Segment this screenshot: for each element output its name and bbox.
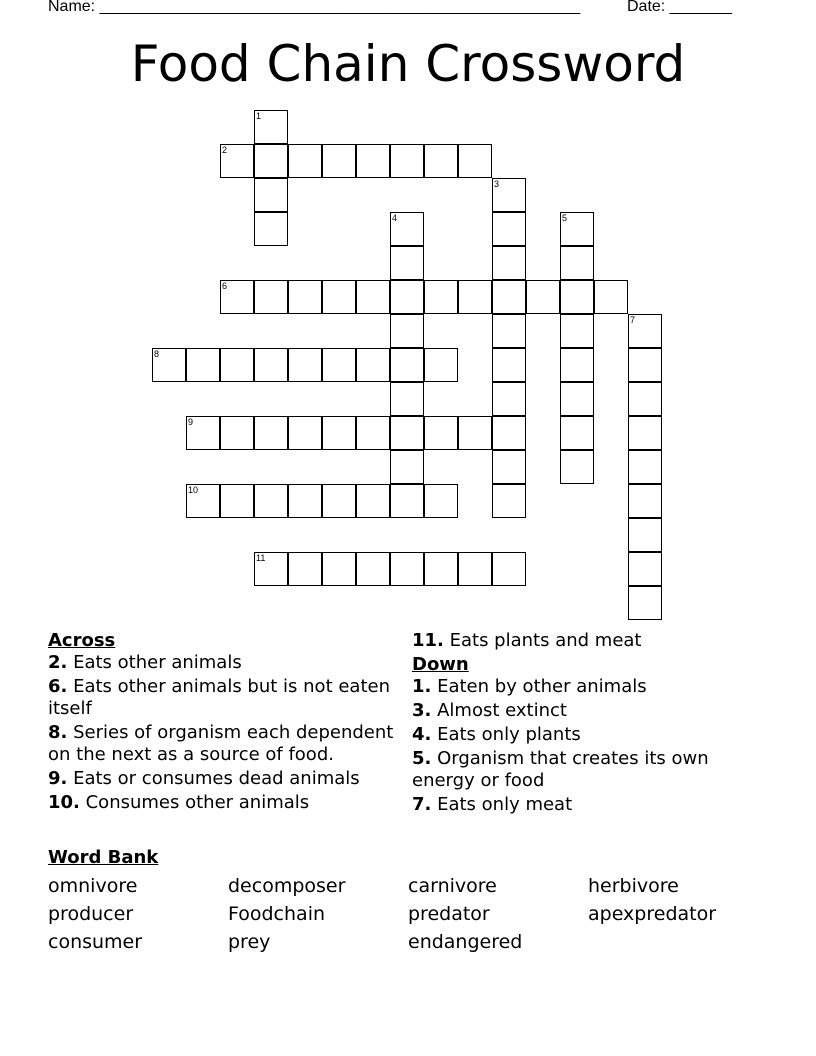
clue-number: 1. — [412, 676, 432, 697]
crossword-cell[interactable] — [458, 416, 492, 450]
across-clue — [48, 792, 398, 814]
word-bank-item: endangered — [408, 931, 523, 953]
crossword-cell[interactable] — [356, 348, 390, 382]
crossword-cell[interactable] — [560, 280, 594, 314]
crossword-cell[interactable] — [186, 348, 220, 382]
crossword-cell[interactable] — [152, 348, 186, 382]
crossword-cell[interactable] — [220, 280, 254, 314]
clue-number: 3. — [412, 700, 432, 721]
crossword-cell[interactable] — [254, 212, 288, 246]
crossword-cell[interactable] — [492, 246, 526, 280]
cell-number: 6 — [222, 281, 228, 291]
crossword-cell[interactable] — [628, 314, 662, 348]
crossword-cell[interactable] — [390, 450, 424, 484]
crossword-cell[interactable] — [560, 246, 594, 280]
word-bank-item: consumer — [48, 931, 143, 953]
cell-number: 7 — [630, 315, 636, 325]
word-bank-item: prey — [228, 931, 271, 953]
word-bank-item: decomposer — [228, 875, 346, 897]
crossword-cell[interactable] — [322, 416, 356, 450]
clues-right-column — [412, 630, 762, 818]
cell-number: 3 — [494, 179, 500, 189]
clue-text: Eats only plants — [431, 724, 581, 745]
clue-number: 4. — [412, 724, 432, 745]
word-bank-item: predator — [408, 903, 490, 925]
crossword-cell[interactable] — [220, 484, 254, 518]
crossword-cell[interactable] — [322, 552, 356, 586]
crossword-cell[interactable] — [560, 382, 594, 416]
cell-number: 10 — [188, 485, 199, 495]
crossword-cell[interactable] — [628, 450, 662, 484]
crossword-cell[interactable] — [492, 416, 526, 450]
across-clue — [412, 630, 762, 652]
clue-text: Eats or consumes dead animals — [67, 768, 360, 789]
crossword-cell[interactable] — [628, 416, 662, 450]
crossword-cell[interactable] — [492, 280, 526, 314]
clue-number: 8. — [48, 722, 68, 743]
crossword-cell[interactable] — [560, 416, 594, 450]
clue-text: Eats other animals but is not eaten itself — [48, 676, 390, 719]
clue-number: 5. — [412, 748, 432, 769]
crossword-cell[interactable] — [458, 144, 492, 178]
crossword-cell[interactable] — [254, 144, 288, 178]
crossword-cell[interactable] — [254, 178, 288, 212]
crossword-cell[interactable] — [254, 484, 288, 518]
crossword-cell[interactable] — [254, 416, 288, 450]
crossword-cell[interactable] — [628, 348, 662, 382]
crossword-cell[interactable] — [492, 212, 526, 246]
date-field-label: Date: _______ — [627, 0, 732, 15]
crossword-cell[interactable] — [492, 450, 526, 484]
crossword-cell[interactable] — [424, 280, 458, 314]
crossword-cell[interactable] — [220, 416, 254, 450]
crossword-cell[interactable] — [492, 552, 526, 586]
crossword-cell[interactable] — [322, 348, 356, 382]
clue-text: Eats other animals — [67, 652, 242, 673]
crossword-cell[interactable] — [254, 280, 288, 314]
crossword-cell[interactable] — [390, 348, 424, 382]
cell-number: 8 — [154, 349, 160, 359]
down-clue — [412, 794, 762, 816]
crossword-cell[interactable] — [458, 552, 492, 586]
cell-number: 9 — [188, 417, 194, 427]
crossword-cell[interactable] — [560, 348, 594, 382]
crossword-cell[interactable] — [186, 484, 220, 518]
cell-number: 1 — [256, 111, 262, 121]
clue-text: Series of organism each dependent on the next as a source of food. — [48, 722, 394, 765]
crossword-cell[interactable] — [492, 382, 526, 416]
page-title: Food Chain Crossword — [130, 35, 686, 93]
word-bank-item: herbivore — [588, 875, 679, 897]
crossword-cell[interactable] — [492, 314, 526, 348]
across-clue — [48, 722, 398, 766]
down-clue — [412, 748, 762, 792]
down-clue — [412, 676, 762, 698]
crossword-cell[interactable] — [220, 348, 254, 382]
crossword-cell[interactable] — [492, 348, 526, 382]
crossword-cell[interactable] — [526, 280, 560, 314]
clue-number: 10. — [48, 792, 80, 813]
crossword-cell[interactable] — [390, 416, 424, 450]
crossword-cell[interactable] — [356, 552, 390, 586]
crossword-cell[interactable] — [628, 552, 662, 586]
crossword-cell[interactable] — [560, 314, 594, 348]
across-clue — [48, 768, 398, 790]
word-bank-item: Foodchain — [228, 903, 326, 925]
across-clue — [48, 652, 398, 674]
clue-number: 2. — [48, 652, 68, 673]
crossword-cell[interactable] — [220, 144, 254, 178]
crossword-cell[interactable] — [424, 348, 458, 382]
crossword-cell[interactable] — [322, 144, 356, 178]
crossword-cell[interactable] — [390, 382, 424, 416]
crossword-cell[interactable] — [390, 246, 424, 280]
clue-text: Organism that creates its own energy or food — [412, 748, 709, 791]
crossword-cell[interactable] — [186, 416, 220, 450]
clue-number: 7. — [412, 794, 432, 815]
crossword-cell[interactable] — [254, 552, 288, 586]
crossword-cell[interactable] — [288, 280, 322, 314]
cell-number: 4 — [392, 213, 398, 223]
crossword-cell[interactable] — [492, 178, 526, 212]
crossword-cell[interactable] — [390, 212, 424, 246]
crossword-cell[interactable] — [288, 552, 322, 586]
crossword-cell[interactable] — [356, 416, 390, 450]
crossword-cell[interactable] — [288, 348, 322, 382]
cell-number: 11 — [256, 553, 266, 563]
crossword-cell[interactable] — [628, 586, 662, 620]
clue-number: 9. — [48, 768, 68, 789]
crossword-cell[interactable] — [356, 144, 390, 178]
word-bank-heading: Word Bank — [48, 847, 159, 868]
clues-left-column — [48, 630, 398, 816]
crossword-cell[interactable] — [288, 144, 322, 178]
crossword-cell[interactable] — [390, 280, 424, 314]
down-clue — [412, 724, 762, 746]
clue-text: Eats only meat — [431, 794, 573, 815]
crossword-cell[interactable] — [390, 552, 424, 586]
crossword-cell[interactable] — [254, 348, 288, 382]
crossword-cell[interactable] — [390, 144, 424, 178]
across-clue — [48, 676, 398, 720]
word-bank-item: apexpredator — [588, 903, 717, 925]
crossword-cell[interactable] — [288, 484, 322, 518]
word-bank-item: carnivore — [408, 875, 497, 897]
crossword-cell[interactable] — [424, 144, 458, 178]
clue-text: Almost extinct — [431, 700, 567, 721]
word-bank-item: omnivore — [48, 875, 138, 897]
crossword-cell[interactable] — [560, 450, 594, 484]
cell-number: 5 — [562, 213, 568, 223]
clue-text: Consumes other animals — [79, 792, 310, 813]
crossword-cell[interactable] — [390, 314, 424, 348]
down-clue — [412, 700, 762, 722]
crossword-cell[interactable] — [628, 484, 662, 518]
crossword-cell[interactable] — [424, 416, 458, 450]
clue-number: 11. — [412, 630, 444, 651]
clue-number: 6. — [48, 676, 68, 697]
clue-text: Eaten by other animals — [431, 676, 647, 697]
cell-number: 2 — [222, 145, 228, 155]
crossword-cell[interactable] — [594, 280, 628, 314]
crossword-cell[interactable] — [628, 382, 662, 416]
clue-text: Eats plants and meat — [443, 630, 642, 651]
crossword-cell[interactable] — [560, 212, 594, 246]
down-heading: Down — [412, 654, 469, 675]
crossword-cell[interactable] — [322, 484, 356, 518]
crossword-cell[interactable] — [356, 280, 390, 314]
crossword-cell[interactable] — [492, 484, 526, 518]
crossword-cell[interactable] — [424, 484, 458, 518]
crossword-cell[interactable] — [288, 416, 322, 450]
name-field-label: Name: ______________________________________________________ — [48, 0, 581, 15]
crossword-cell[interactable] — [458, 280, 492, 314]
crossword-cell[interactable] — [254, 110, 288, 144]
crossword-cell[interactable] — [628, 518, 662, 552]
crossword-cell[interactable] — [390, 484, 424, 518]
across-heading: Across — [48, 630, 116, 651]
crossword-cell[interactable] — [322, 280, 356, 314]
word-bank-item: producer — [48, 903, 134, 925]
crossword-cell[interactable] — [424, 552, 458, 586]
crossword-cell[interactable] — [356, 484, 390, 518]
